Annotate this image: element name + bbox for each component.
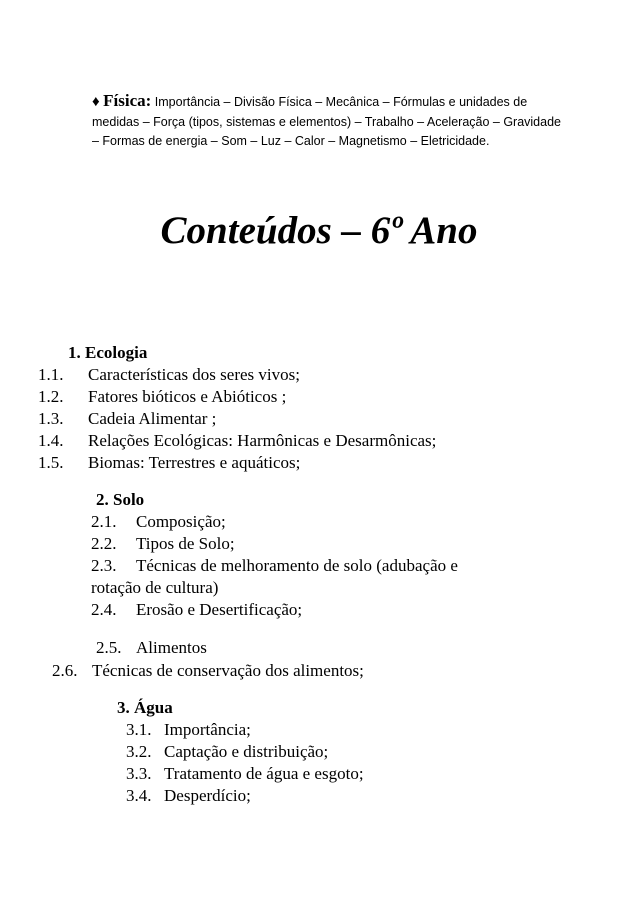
- list-item-number: 1.5.: [38, 453, 64, 472]
- list-item: [126, 719, 251, 741]
- diamond-bullet-icon: ♦: [92, 93, 100, 110]
- list-item-number: 3.3.: [126, 764, 152, 783]
- list-item: [126, 785, 251, 807]
- list-item: [91, 555, 458, 577]
- list-item-label: Fatores bióticos e Abióticos ;: [88, 387, 287, 406]
- list-item-continuation: rotação de cultura): [91, 578, 219, 597]
- list-item-label: Técnicas de conservação dos alimentos;: [92, 661, 364, 680]
- physics-text: Importância – Divisão Física – Mecânica – Fórmulas e unidades de medidas – Força (tipos, sistemas e elementos) – Trabalho – Aceleração – Gravidade – Formas de energia – Som – Luz – Calor – Magnetismo – Eletricidade.: [92, 95, 561, 148]
- list-item-label: Alimentos: [136, 638, 207, 657]
- physics-paragraph: [92, 91, 562, 152]
- list-item-number: 2.2.: [91, 534, 117, 553]
- list-item-label: Técnicas de melhoramento de solo (adubação e: [136, 556, 458, 575]
- list-item-label: Características dos seres vivos;: [88, 365, 300, 384]
- list-item-label: Importância;: [164, 720, 251, 739]
- list-item-number: 3.1.: [126, 720, 152, 739]
- section-heading-ecologia: 1. Ecologia: [68, 343, 148, 362]
- list-item: [38, 386, 286, 408]
- list-item: [96, 637, 207, 659]
- list-item-number: 1.4.: [38, 431, 64, 450]
- list-item-label: Biomas: Terrestres e aquáticos;: [88, 453, 301, 472]
- list-item-label: Tipos de Solo;: [136, 534, 235, 553]
- list-item: [38, 430, 436, 452]
- physics-lead: Física:: [103, 91, 152, 110]
- list-item-number: 2.3.: [91, 556, 117, 575]
- list-item-number: 1.2.: [38, 387, 64, 406]
- list-item-number: 1.1.: [38, 365, 64, 384]
- list-item-label: Captação e distribuição;: [164, 742, 329, 761]
- page-title: Conteúdos – 6º Ano: [160, 209, 478, 252]
- list-item-label: Tratamento de água e esgoto;: [164, 764, 364, 783]
- list-item-number: 3.2.: [126, 742, 152, 761]
- list-item-label: Relações Ecológicas: Harmônicas e Desarmônicas;: [88, 431, 437, 450]
- list-item: [38, 364, 300, 386]
- list-item: [126, 741, 328, 763]
- list-item: [38, 408, 216, 430]
- list-item: [91, 533, 235, 555]
- list-item: [91, 511, 226, 533]
- list-item-number: 2.6.: [52, 661, 78, 680]
- list-item-number: 2.4.: [91, 600, 117, 619]
- list-item-number: 1.3.: [38, 409, 64, 428]
- list-item-number: 2.1.: [91, 512, 117, 531]
- list-item: [91, 599, 302, 621]
- list-item: [52, 660, 364, 682]
- section-heading-solo: 2. Solo: [96, 490, 145, 509]
- list-item-label: Desperdício;: [164, 786, 251, 805]
- list-item-label: Erosão e Desertificação;: [136, 600, 303, 619]
- list-item-number: 2.5.: [96, 638, 122, 657]
- list-item-label: Cadeia Alimentar ;: [88, 409, 217, 428]
- list-item-label: Composição;: [136, 512, 226, 531]
- section-heading-agua: 3. Água: [117, 698, 173, 717]
- list-item: [126, 763, 364, 785]
- list-item: [38, 452, 300, 474]
- list-item-number: 3.4.: [126, 786, 152, 805]
